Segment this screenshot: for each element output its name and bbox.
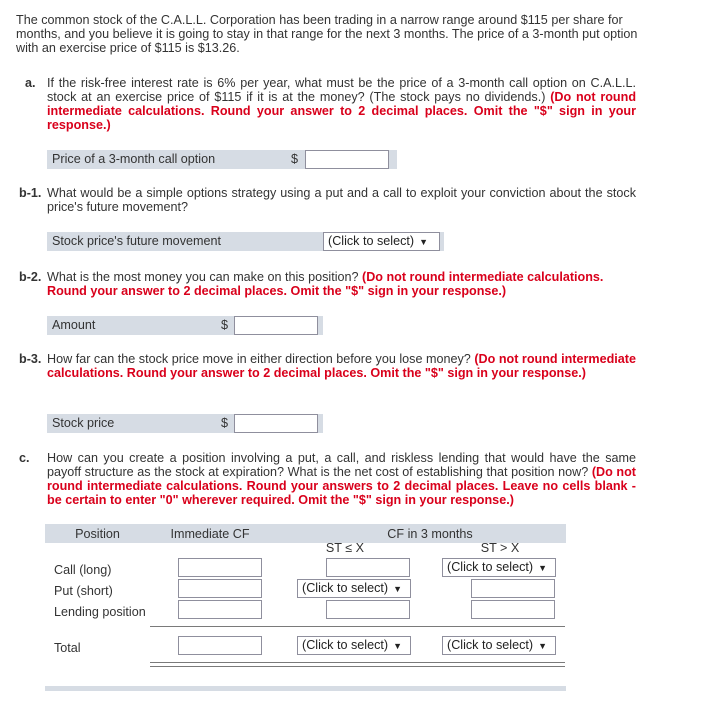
call-price-label: Price of a 3-month call option [52,152,216,166]
select-value: (Click to select) [447,638,534,652]
total-divider [150,626,565,627]
call-cf-gt-select[interactable] [442,558,556,577]
col-st-le-x-header: ST ≤ X [325,541,365,555]
part-a-text: If the risk-free interest rate is 6% per year, what must be the price of a 3-month call option on C.A.L.L. stock at an exercise price of $115 if it is at the money? (The stock pays no dividends.) [47,76,636,104]
currency-symbol: $ [221,318,229,332]
select-value: (Click to select) [302,638,389,652]
total-double-rule-top [150,662,565,663]
lending-immediate-cf-input[interactable] [178,600,262,619]
dropdown-arrow-icon: ▼ [393,584,402,594]
select-value: (Click to select) [302,581,389,595]
part-b3-instruction: (Do not round intermediate calculations. Round your answer to 2 decimal places. Omit the "$" sign in your response.) [47,352,636,380]
part-b3-question [47,352,636,380]
dropdown-arrow-icon: ▼ [419,237,428,247]
call-price-row [47,150,397,169]
table-footer-bar [45,686,566,691]
total-immediate-cf-input[interactable] [178,636,262,655]
col-position-header: Position [75,527,120,541]
part-b2-text: What is the most money you can make on this position? [47,270,359,284]
part-c-instruction: (Do not round intermediate calculations. Round your answers to 2 decimal places. Leave no cells blank - be certain to enter "0" wherever required. Omit the "$" sign in your response.) [47,465,636,507]
currency-symbol: $ [221,416,229,430]
amount-row [47,316,323,335]
part-b1-label: b-1. [19,186,42,200]
dropdown-arrow-icon: ▼ [538,563,547,573]
select-value: (Click to select) [447,560,534,574]
future-movement-label: Stock price's future movement [52,234,221,248]
part-b3-text: How far can the stock price move in either direction before you lose money? [47,352,471,366]
put-immediate-cf-input[interactable] [178,579,262,598]
dropdown-arrow-icon: ▼ [538,641,547,651]
row-label-lending-position: Lending position [54,605,146,619]
call-immediate-cf-input[interactable] [178,558,262,577]
amount-input[interactable] [234,316,318,335]
lending-cf-gt-input[interactable] [471,600,555,619]
part-b1-question: What would be a simple options strategy using a put and a call to exploit your conviction about the stock price's future movement? [47,186,636,214]
total-double-rule-bottom [150,666,565,667]
col-cf3-header: CF in 3 months [387,527,473,541]
call-cf-le-input[interactable] [326,558,410,577]
part-a-label: a. [25,76,36,90]
problem-intro: The common stock of the C.A.L.L. Corporation has been trading in a narrow range around $115 per share for months, and you believe it is going to stay in that range for the next 3 months. The price of a 3-month put option with an exercise price of $115 is $13.26. [16,13,638,55]
part-b3-label: b-3. [19,352,42,366]
dropdown-arrow-icon: ▼ [393,641,402,651]
part-b2-question [47,270,636,298]
stock-price-row [47,414,323,433]
part-a-question [47,76,636,132]
future-movement-row [47,232,444,251]
currency-symbol: $ [291,152,299,166]
part-b2-label: b-2. [19,270,42,284]
part-c-label: c. [19,451,30,465]
amount-label: Amount [52,318,96,332]
future-movement-select[interactable] [323,232,440,251]
put-cf-le-select[interactable] [297,579,411,598]
stock-price-input[interactable] [234,414,318,433]
lending-cf-le-input[interactable] [326,600,410,619]
part-c-text: How can you create a position involving a put, a call, and riskless lending that would have the same payoff structure as the stock at expiration? What is the net cost of establishing that position now? [47,451,636,479]
total-cf-le-select[interactable] [297,636,411,655]
row-label-call-long: Call (long) [54,563,112,577]
part-c-question [47,451,636,507]
future-movement-select-value: (Click to select) [328,234,415,248]
total-cf-gt-select[interactable] [442,636,556,655]
row-label-put-short: Put (short) [54,584,113,598]
part-a-instruction: (Do not round intermediate calculations. Round your answer to 2 decimal places. Omit the "$" sign in your response.) [47,90,637,132]
col-immediate-header: Immediate CF [170,527,250,541]
put-cf-gt-input[interactable] [471,579,555,598]
row-label-total: Total [54,641,81,655]
stock-price-label: Stock price [52,416,115,430]
col-st-gt-x-header: ST > X [480,541,520,555]
call-price-input[interactable] [305,150,389,169]
part-b2-instruction: (Do not round intermediate calculations. Round your answer to 2 decimal places. Omit the "$" sign in your response.) [47,270,604,298]
